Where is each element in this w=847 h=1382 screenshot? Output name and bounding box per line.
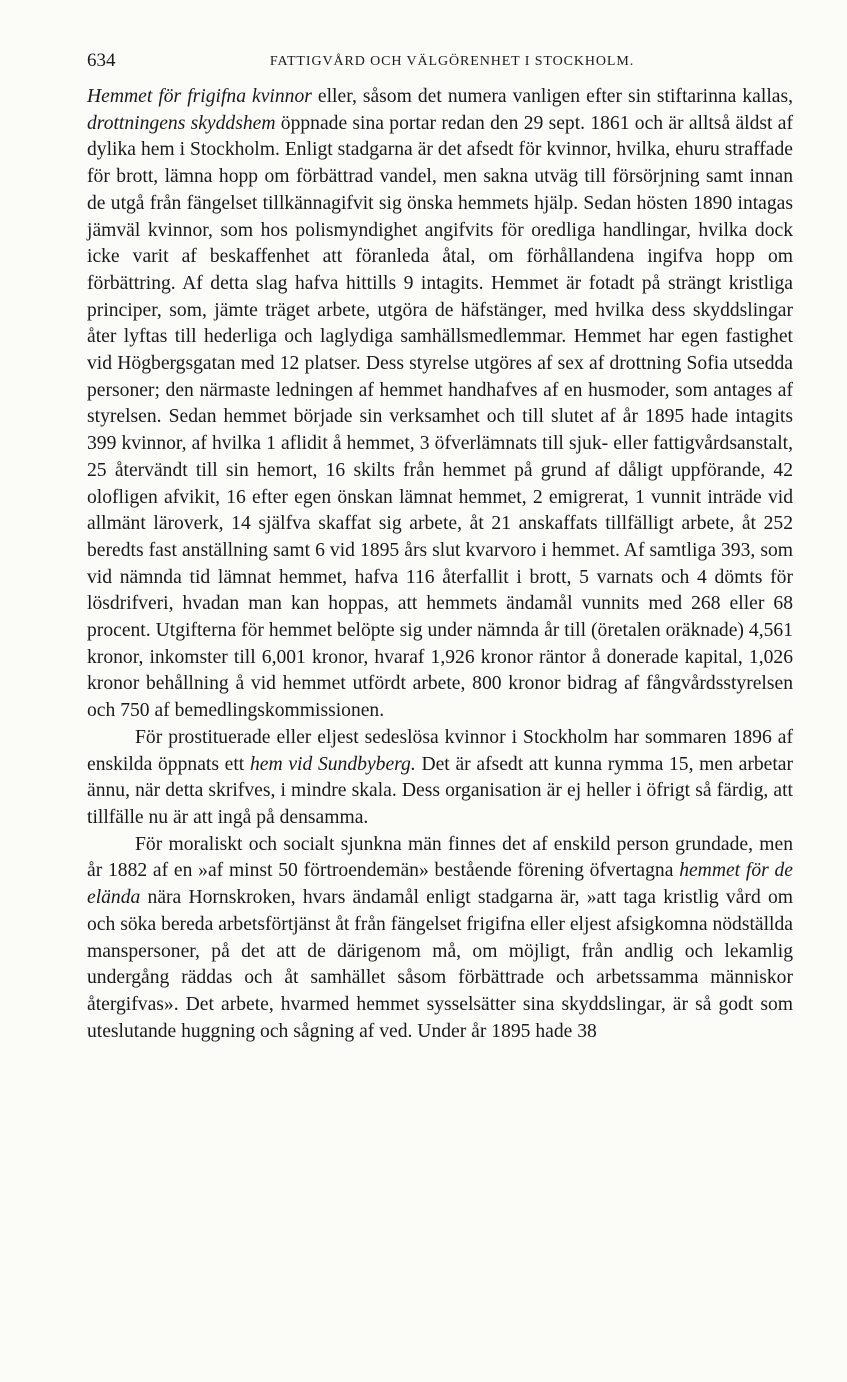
italic-term: hemmet för de elända bbox=[87, 860, 794, 909]
paragraph-text: eller, såsom det numera vanligen efter sin stiftarinna kallas, bbox=[311, 86, 793, 107]
italic-term: drottningens skyddshem bbox=[87, 112, 276, 134]
page-header bbox=[87, 50, 793, 74]
paragraph-hem-vid-sundbyberg bbox=[87, 725, 793, 832]
paragraph-hemmet-for-frigifna-kvinnor bbox=[87, 84, 793, 725]
body-text bbox=[87, 84, 793, 1045]
italic-term: Hemmet för frigifna kvinnor bbox=[87, 86, 312, 107]
italic-term: hem vid Sundbyberg. bbox=[249, 753, 416, 775]
paragraph-text: För moraliskt och socialt sjunkna män finnes det af enskild person grundade, men år 1882 af en »af minst 50 förtroendemän» bestående förening öfvertagna bbox=[87, 833, 793, 882]
running-title: FATTIGVÅRD OCH VÄLGÖRENHET I STOCKHOLM. bbox=[269, 54, 635, 69]
paragraph-text: För prostituerade eller eljest sedeslösa kvinnor i Stockholm har sommaren 1896 af enskilda öppnats ett bbox=[87, 726, 793, 775]
paragraph-text: öppnade sina portar redan den 29 sept. 1861 och är alltså äldst af dylika hem i Stockholm. Enligt stadgarna är det afsedt för kvinnor, hvilka, ehuru straffade för brott, lämna hopp om förbättrad vandel, men sakna utväg till försörjning samt innan de utgå från fängelset tillkännagifvit sig önska hemmets hjälp. Sedan hösten 1890 intagas jämväl kvinnor, som hos polismyndighet angifvits för oredliga handlingar, hvilka dock icke varit af beskaffenhet att föranleda åtal, om förhållandena ingifva hopp om förbättring. Af detta slag hafva hittills 9 intagits. Hemmet är fotadt på strängt kristliga principer, som, jämte träget arbete, utgöra de häfstänger, med hvilka dess skyddslingar åter lyftas till hederliga och laglydiga samhällsmedlemmar. Hemmet har egen fastighet vid Högbergsgatan med 12 platser. Dess styrelse utgöres af sex af drottning Sofia utsedda personer; den närmaste ledningen af hemmet handhafves af en husmoder, som antages af styrelsen. Sedan hemmet började sin verksamhet och till slutet af år 1895 hade intagits 399 kvinnor, af hvilka 1 aflidit å hemmet, 3 öfverlämnats till sjuk- eller fattigvårdsanstalt, 25 återvändt till sin hemort, 16 skilts från hemmet på grund af dåligt uppförande, 42 olofligen afvikit, 16 efter egen önskan lämnat hemmet, 2 emigrerat, 1 vunnit inträde vid allmänt läroverk, 14 själfva skaffat sig arbete, åt 21 anskaffats tillfälligt arbete, åt 252 beredts fast anställning samt 6 vid 1895 års slut kvarvoro i hemmet. Af samtliga 393, som vid nämnda tid lämnat hemmet, hafva 116 återfallit i brott, 5 varnats och 4 dömts för lösdrifveri, hvadan man kan hoppas, att hemmets ändamål vunnits med 268 eller 68 procent. Utgifterna för hemmet belöpte sig under nämnda år till (öretalen oräknade) 4,561 kronor, inkomster till 6,001 kronor, hvaraf 1,926 kronor räntor å donerade kapital, 1,026 kronor behållning å vid hemmet utfördt arbete, 800 kronor bidrag af fångvårdsstyrelsen och 750 af bemedlingskommissionen. bbox=[87, 112, 793, 722]
page-number: 634 bbox=[87, 50, 116, 71]
paragraph-text: nära Hornskroken, hvars ändamål enligt stadgarna är, »att taga kristlig vård om och söka bereda arbetsförtjänst åt från fängelset frigifna eller eljest afsigkomna nödställda manspersoner, på det att de därigenom må, om möjligt, från andlig och lekamlig undergång räddas och åt samhället såsom förbättrade och arbetssamma människor återgifvas». Det arbete, hvarmed hemmet sysselsätter sina skyddslingar, är så godt som uteslutande huggning och sågning af ved. Under år 1895 hade 38 bbox=[87, 887, 793, 1042]
paragraph-text: Det är afsedt att kunna rymma 15, men arbetar ännu, när detta skrifves, i mindre skala. Dess organisation är ej heller i öfrigt så färdig, att tillfälle nu är att ingå på densamma. bbox=[87, 753, 793, 828]
paragraph-hemmet-for-de-elanda bbox=[87, 832, 793, 1046]
